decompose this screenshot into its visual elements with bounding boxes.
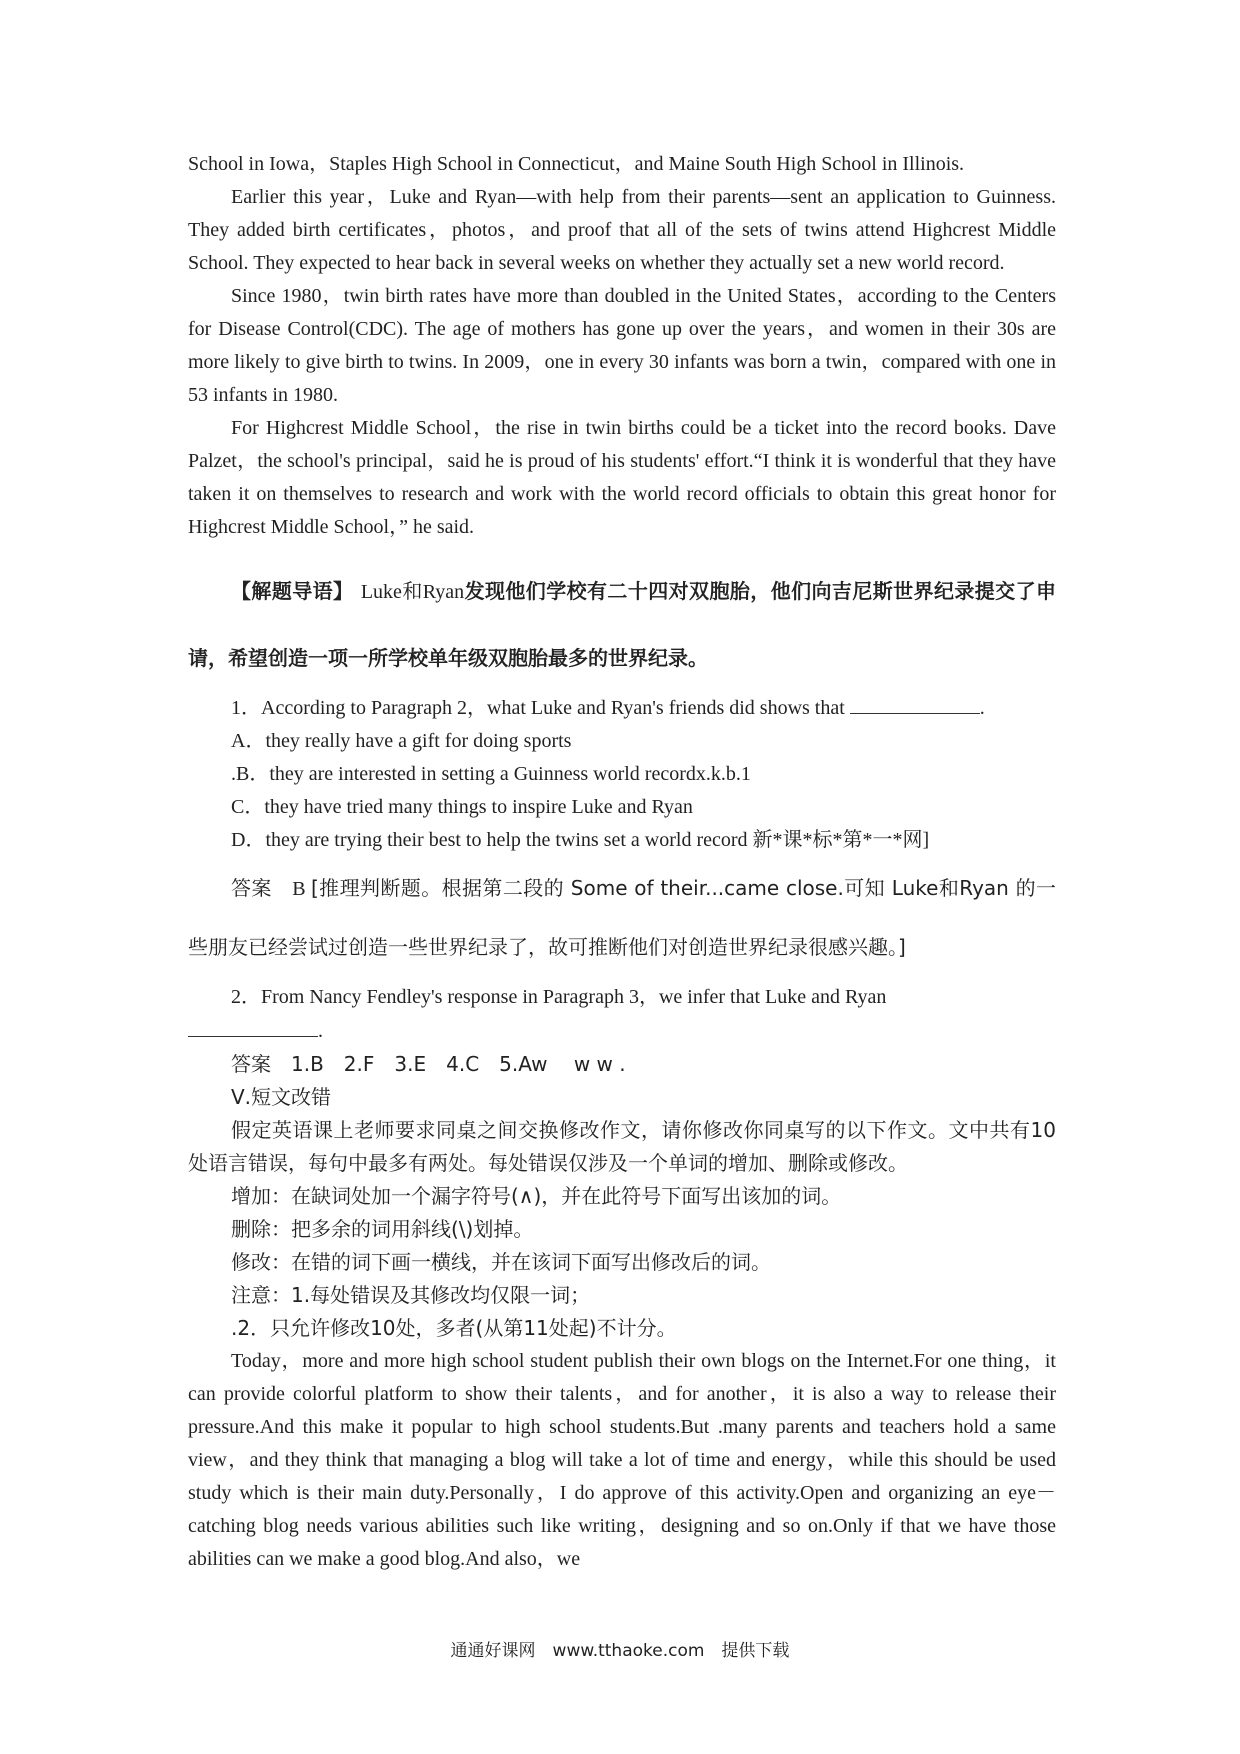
question-2-text: 2．From Nancy Fendley's response in Paragraph 3，we infer that Luke and Ryan bbox=[231, 986, 887, 1008]
question-1-text: 1．According to Paragraph 2，what Luke and Ryan's friends did shows that bbox=[231, 697, 845, 719]
question-1-end: . bbox=[979, 697, 985, 719]
answer-blank bbox=[850, 691, 980, 714]
answer-explanation: [推理判断题。根据第二段的 Some of their...came close.可知 Luke和Ryan 的一些朋友已经尝试过创造一些世界纪录了，故可推断他们对创造世界纪录很感兴趣。] bbox=[188, 876, 1057, 959]
option-c: C．they have tried many things to inspire Luke and Ryan bbox=[231, 796, 693, 818]
guide-label: 【解题导语】 bbox=[231, 579, 354, 603]
guide-paragraph bbox=[188, 558, 1056, 691]
passage-paragraph: Since 1980，twin birth rates have more than doubled in the United States，according to the Centers for Disease Control(CDC). The age of mothers has gone up over the years，and women in their 30s are more likely to give birth to twins. In 2009，one in every 30 infants was born a twin，compared with one in 53 infants in 1980. bbox=[188, 285, 1056, 406]
section-intro: 假定英语课上老师要求同桌之间交换修改作文，请你修改你同桌写的以下作文。文中共有10处语言错误，每句中最多有两处。每处错误仅涉及一个单词的增加、删除或修改。 bbox=[188, 1118, 1056, 1175]
answer-label: 答案 B bbox=[231, 878, 306, 900]
passage-paragraph: Earlier this year，Luke and Ryan—with help from their parents—sent an application to Guinness. They added birth certificates，photos，and proof that all of the sets of twins attend Highcrest Middle School. They expected to hear back in several weeks on whether they actually set a new world record. bbox=[188, 186, 1056, 274]
option-b: .B．they are interested in setting a Guinness world recordx.k.b.1 bbox=[231, 763, 751, 785]
question-1-stem bbox=[188, 691, 1056, 725]
page-content bbox=[188, 148, 1056, 1576]
passage-paragraph: School in Iowa，Staples High School in Connecticut，and Maine South High School in Illinois. bbox=[188, 153, 965, 175]
essay-text: Today，more and more high school student publish their own blogs on the Internet.For one thing，it can provide colorful platform to show their talents，and for another，it is also a way to release their pressure.And this make it popular to high school students.But .many parents and teachers hold a same view，and they think that managing a blog will take a lot of time and energy，while this should be used study which is their main duty.Personally，I do approve of this activity.Open and organizing an eye－catching blog needs various abilities such like writing，designing and so on.Only if that we have those abilities can we make a good blog.And also，we bbox=[188, 1350, 1056, 1570]
note-2: .2．只允许修改10处，多者(从第11处起)不计分。 bbox=[231, 1316, 677, 1340]
guide-text: 发现他们学校有二十四对双胞胎，他们向吉尼斯世界纪录提交了申请，希望创造一项一所学校单年级双胞胎最多的世界纪录。 bbox=[188, 579, 1056, 670]
note-1: 注意：1.每处错误及其修改均仅限一词； bbox=[231, 1283, 591, 1307]
option-a: A．they really have a gift for doing sports bbox=[231, 730, 572, 752]
question-2-stem bbox=[188, 981, 1056, 1014]
question-1-answer bbox=[188, 859, 1056, 977]
rule-delete: 删除：把多余的词用斜线(\)划掉。 bbox=[231, 1217, 534, 1241]
section-title: Ⅴ.短文改错 bbox=[231, 1085, 332, 1109]
option-d: D．they are trying their best to help the twins set a world record 新*课*标*第*一*网] bbox=[231, 829, 930, 851]
footer-credit: 通通好课网 www.tthaoke.com 提供下载 bbox=[450, 1641, 790, 1661]
guide-names: Luke和Ryan bbox=[360, 581, 465, 603]
answers-line: 答案 1.B 2.F 3.E 4.C 5.Aw w w . bbox=[231, 1052, 626, 1076]
rule-add: 增加：在缺词处加一个漏字符号(∧)，并在此符号下面写出该加的词。 bbox=[231, 1184, 842, 1208]
question-2-end: . bbox=[318, 1020, 323, 1042]
passage-paragraph: For Highcrest Middle School，the rise in twin births could be a ticket into the record books. Dave Palzet，the school's principal，said he is proud of his students' effort.“I think it is wonderful that they have taken it on themselves to research and work with the world record officials to obtain this great honor for Highcrest Middle School，” he said. bbox=[188, 417, 1056, 538]
answer-blank bbox=[188, 1014, 318, 1037]
question-2-blank-line bbox=[188, 1014, 1056, 1048]
rule-modify: 修改：在错的词下画一横线，并在该词下面写出修改后的词。 bbox=[231, 1250, 771, 1274]
